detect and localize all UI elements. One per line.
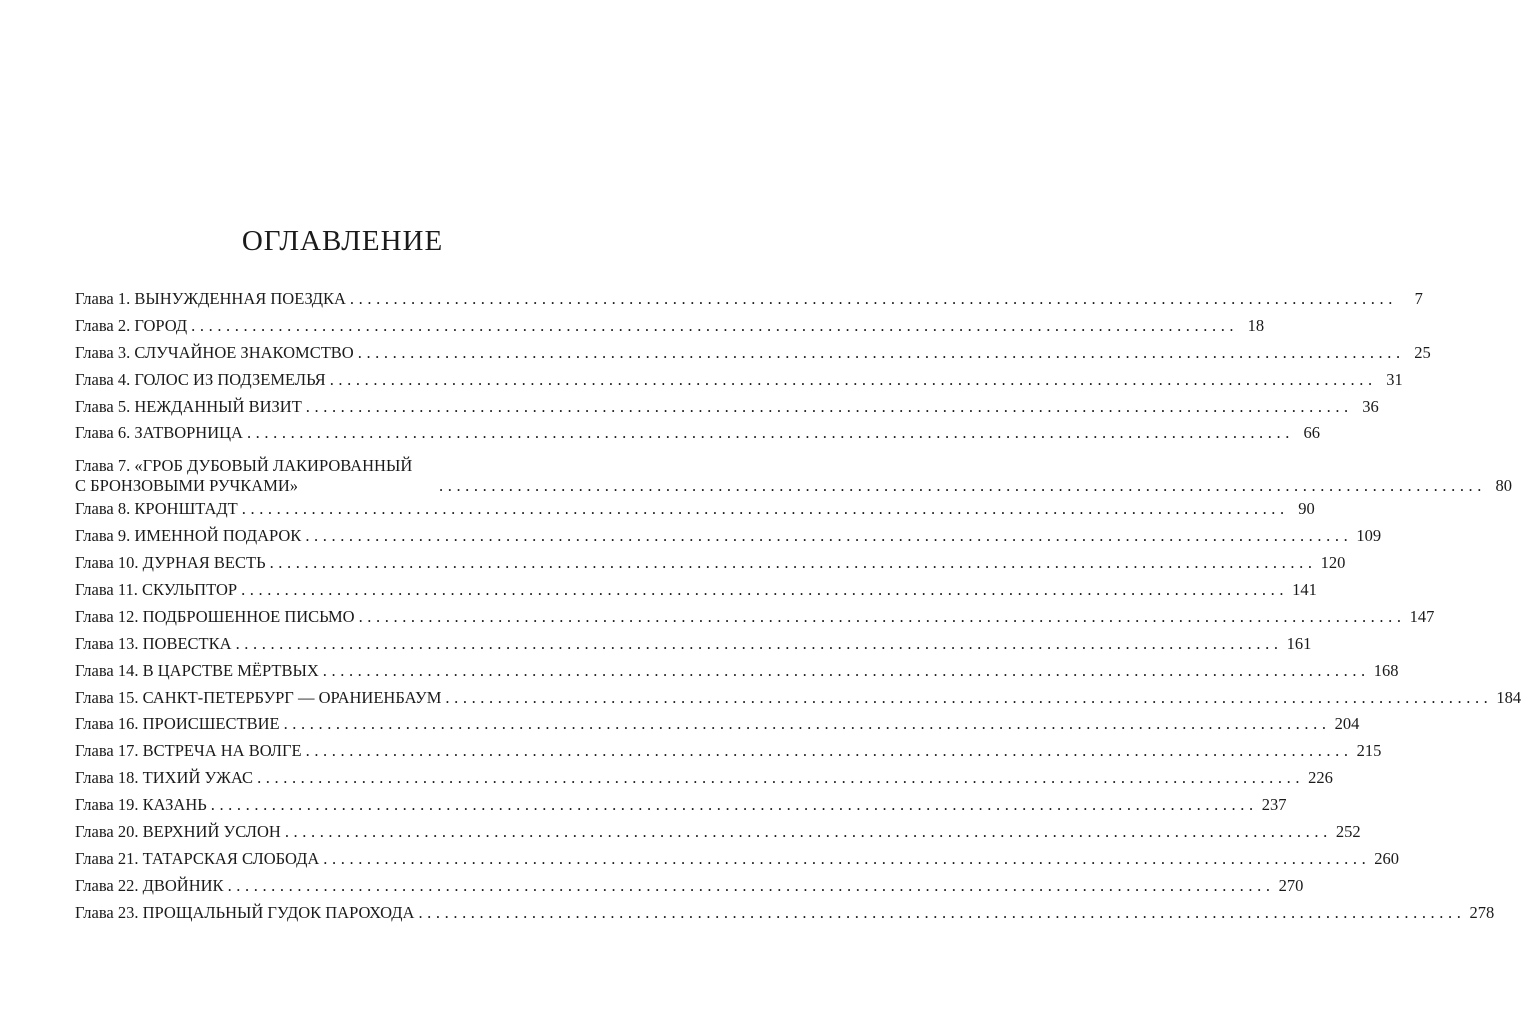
toc-entry-title-line2: С БРОНЗОВЫМИ РУЧКАМИ» <box>75 476 299 496</box>
toc-entry <box>75 447 1512 496</box>
dot-leader: ........................................................................................................................ <box>322 660 1370 680</box>
toc-entry-title: Глава 16. ПРОИСШЕСТВИЕ <box>75 714 280 734</box>
dot-leader: ........................................................................................................................ <box>284 822 1332 842</box>
toc-entry-title: Глава 5. НЕЖДАННЫЙ ВИЗИТ <box>75 396 302 416</box>
toc-entry-page: 215 <box>1356 741 1382 761</box>
toc-entry-title: Глава 20. ВЕРХНИЙ УСЛОН <box>75 822 281 842</box>
toc-title: ОГЛАВЛЕНИЕ <box>241 225 444 257</box>
toc-entry-page: 161 <box>1286 633 1312 653</box>
toc-entry-title: Глава 6. ЗАТВОРНИЦА <box>75 423 243 443</box>
toc-entry <box>75 340 1431 367</box>
toc-entry <box>75 313 1265 340</box>
dot-leader: ........................................................................................................................ <box>269 553 1317 573</box>
toc-entry-page: 141 <box>1292 580 1317 599</box>
toc-entry-title: Глава 8. КРОНШТАДТ <box>75 499 238 519</box>
dot-leader: ........................................................................................................................ <box>349 288 1397 308</box>
toc-list <box>75 286 1521 927</box>
dot-leader: ........................................................................................................................ <box>235 633 1283 653</box>
toc-entry-title: Глава 15. САНКТ-ПЕТЕРБУРГ — ОРАНИЕНБАУМ <box>75 687 442 707</box>
toc-entry-title: Глава 1. ВЫНУЖДЕННАЯ ПОЕЗДКА <box>75 288 346 308</box>
toc-entry-page: 109 <box>1356 526 1382 546</box>
toc-entry-title: Глава 3. СЛУЧАЙНОЕ ЗНАКОМСТВО <box>75 342 354 362</box>
toc-entry-page: 252 <box>1335 822 1361 842</box>
toc-entry-page: 226 <box>1308 768 1333 788</box>
toc-entry <box>75 286 1423 313</box>
toc-entry-title: Глава 17. ВСТРЕЧА НА ВОЛГЕ <box>75 741 302 761</box>
dot-leader: ........................................................................................................................ <box>418 902 1466 922</box>
toc-entry <box>75 577 1317 604</box>
dot-leader: ........................................................................................................................ <box>445 687 1493 707</box>
toc-entry-title: Глава 12. ПОДБРОШЕННОЕ ПИСЬМО <box>75 606 355 626</box>
toc-entry <box>75 819 1361 846</box>
toc-entry-title: Глава 11. СКУЛЬПТОР <box>75 580 238 599</box>
toc-entry-page: 204 <box>1334 714 1360 734</box>
toc-entry-page: 260 <box>1374 848 1400 868</box>
dot-leader: ........................................................................................................................ <box>358 606 1406 626</box>
toc-entry-page: 237 <box>1261 795 1287 815</box>
toc-entry <box>75 420 1320 447</box>
toc-entry-page: 278 <box>1469 902 1495 922</box>
dot-leader: ........................................................................................................................ <box>241 499 1289 519</box>
toc-entry <box>75 394 1379 421</box>
toc-entry <box>75 765 1333 792</box>
toc-entry-page: 7 <box>1414 288 1423 308</box>
toc-entry <box>75 658 1399 685</box>
dot-leader: ........................................................................................................................ <box>305 396 1353 416</box>
toc-entry-title: Глава 9. ИМЕННОЙ ПОДАРОК <box>75 526 302 546</box>
toc-entry-title <box>75 456 435 496</box>
dot-leader: ........................................................................................................................ <box>323 848 1371 868</box>
dot-leader: ........................................................................................................................ <box>357 342 1405 362</box>
toc-entry <box>75 873 1304 900</box>
toc-entry-title: Глава 4. ГОЛОС ИЗ ПОДЗЕМЕЛЬЯ <box>75 369 326 389</box>
dot-leader: ........................................................................................................................ <box>241 580 1289 599</box>
dot-leader: ........................................................................................................................ <box>257 768 1305 788</box>
toc-entry-title: Глава 14. В ЦАРСТВЕ МЁРТВЫХ <box>75 660 319 680</box>
dot-leader: ........................................................................................................................ <box>246 423 1294 443</box>
toc-entry-page: 270 <box>1278 875 1304 895</box>
dot-leader: ........................................................................................................................ <box>210 795 1258 815</box>
toc-entry <box>75 604 1435 631</box>
dot-leader: ........................................................................................................................ <box>227 875 1275 895</box>
toc-entry-page: 184 <box>1496 687 1521 707</box>
toc-entry <box>75 550 1346 577</box>
toc-entry-page: 90 <box>1298 499 1315 519</box>
dot-leader: ........................................................................................................................ <box>439 476 1486 496</box>
toc-entry-title: Глава 10. ДУРНАЯ ВЕСТЬ <box>75 553 266 573</box>
toc-entry <box>75 631 1312 658</box>
toc-entry-title: Глава 21. ТАТАРСКАЯ СЛОБОДА <box>75 848 320 868</box>
toc-entry-page: 25 <box>1414 342 1431 362</box>
dot-leader: ........................................................................................................................ <box>305 741 1353 761</box>
toc-entry-page: 31 <box>1386 369 1403 389</box>
dot-leader: ........................................................................................................................ <box>191 315 1239 335</box>
toc-entry <box>75 900 1495 927</box>
dot-leader: ........................................................................................................................ <box>305 526 1353 546</box>
toc-entry-title: Глава 18. ТИХИЙ УЖАС <box>75 768 254 788</box>
toc-entry <box>75 738 1382 765</box>
toc-entry-page: 18 <box>1247 315 1265 335</box>
toc-entry <box>75 685 1521 712</box>
toc-entry-title: Глава 2. ГОРОД <box>75 315 188 335</box>
toc-entry <box>75 523 1382 550</box>
toc-entry <box>75 846 1400 873</box>
toc-entry-page: 168 <box>1373 660 1399 680</box>
toc-entry-title: Глава 19. КАЗАНЬ <box>75 795 207 815</box>
dot-leader: ........................................................................................................................ <box>329 369 1377 389</box>
toc-entry-title: Глава 23. ПРОЩАЛЬНЫЙ ГУДОК ПАРОХОДА <box>75 902 415 922</box>
toc-entry-title-line1: Глава 7. «ГРОБ ДУБОВЫЙ ЛАКИРОВАННЫЙ <box>75 456 413 476</box>
toc-entry-page: 147 <box>1409 606 1435 626</box>
toc-entry-title: Глава 22. ДВОЙНИК <box>75 875 224 895</box>
toc-entry-page: 80 <box>1495 476 1512 496</box>
toc-entry-title: Глава 13. ПОВЕСТКА <box>75 633 232 653</box>
toc-entry <box>75 792 1287 819</box>
toc-entry-page: 66 <box>1303 423 1320 443</box>
toc-entry-page: 36 <box>1362 396 1379 416</box>
toc-entry <box>75 367 1403 394</box>
dot-leader: ........................................................................................................................ <box>283 714 1331 734</box>
toc-entry-page: 120 <box>1320 553 1346 573</box>
toc-entry <box>75 496 1315 523</box>
toc-entry <box>75 711 1360 738</box>
